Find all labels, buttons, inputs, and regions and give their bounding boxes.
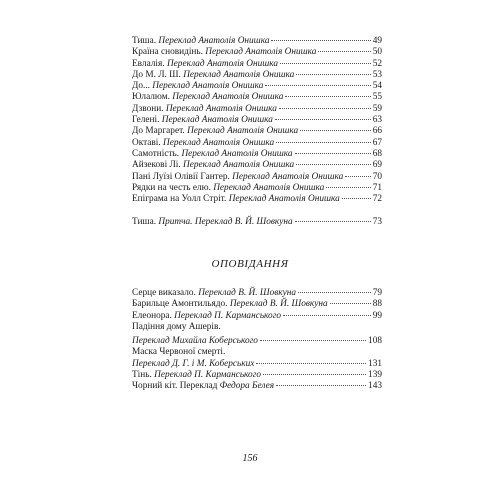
toc-entry: Епіграма на Уолл Стріт. Переклад Анатолія Онишка 72 [132,194,382,205]
toc-entry: Барильце Амонтильядо. Переклад В. Й. Шовкуна 88 [132,299,382,310]
toc-entry-title: Падіння дому Ашерів. [132,321,221,332]
toc-entry: Пані Луїзі Олівії Гантер. Переклад Анатолія Онишка 70 [132,171,382,182]
toc-entry: Переклад Михайла Коберського 108 [132,336,382,347]
toc-entry: Серце виказало. Переклад В. Й. Шовкуна 79 [132,288,382,298]
toc-entry: Тінь. Переклад П. Карманського 139 [132,370,382,381]
toc-entry: Самотність. Переклад Анатолія Онишка 68 [132,148,382,159]
toc-entry: Евлалія. Переклад Анатолія Онишка 52 [132,58,382,69]
toc-entry: До М. Л. Ш. Переклад Анатолія Онишка 53 [132,69,382,80]
section-heading: ОПОВІДАННЯ [211,258,289,270]
toc-entry: Тиша. Притча. Переклад В. Й. Шовкуна 73 [132,217,382,228]
toc-entry-title: Маска Червоної смерті. [132,347,226,358]
page-number: 156 [242,453,258,464]
toc-entry: Рядки на честь елю. Переклад Анатолія Онишка 71 [132,182,382,193]
toc-entry: До... Переклад Анатолія Онишка 54 [132,81,382,92]
poems-toc [132,36,382,229]
toc-entry: До Маргарет. Переклад Анатолія Онишка 66 [132,126,382,137]
toc-entry: Тиша. Переклад Анатолія Онишка 49 [132,36,382,46]
toc-entry: Дзвони. Переклад Анатолія Онишка 59 [132,103,382,114]
toc-entry: Юлалюм. Переклад Анатолія Онишка 55 [132,92,382,103]
toc-entry: Чорний кіт. Переклад Федора Белея 143 [132,381,382,392]
toc-entry: Айзекові Лі. Переклад Анатолія Онишка 69 [132,160,382,171]
toc-entry: Октаві. Переклад Анатолія Онишка 67 [132,137,382,148]
toc-entry: Переклад Д. Г. і М. Коберських 131 [132,358,382,369]
stories-toc [132,288,382,393]
toc-entry: Країна сновидінь. Переклад Анатолія Онишка 50 [132,47,382,58]
toc-entry: Елеонора. Переклад П. Карманського 99 [132,310,382,321]
toc-entry: Гелені. Переклад Анатолія Онишка 63 [132,115,382,126]
